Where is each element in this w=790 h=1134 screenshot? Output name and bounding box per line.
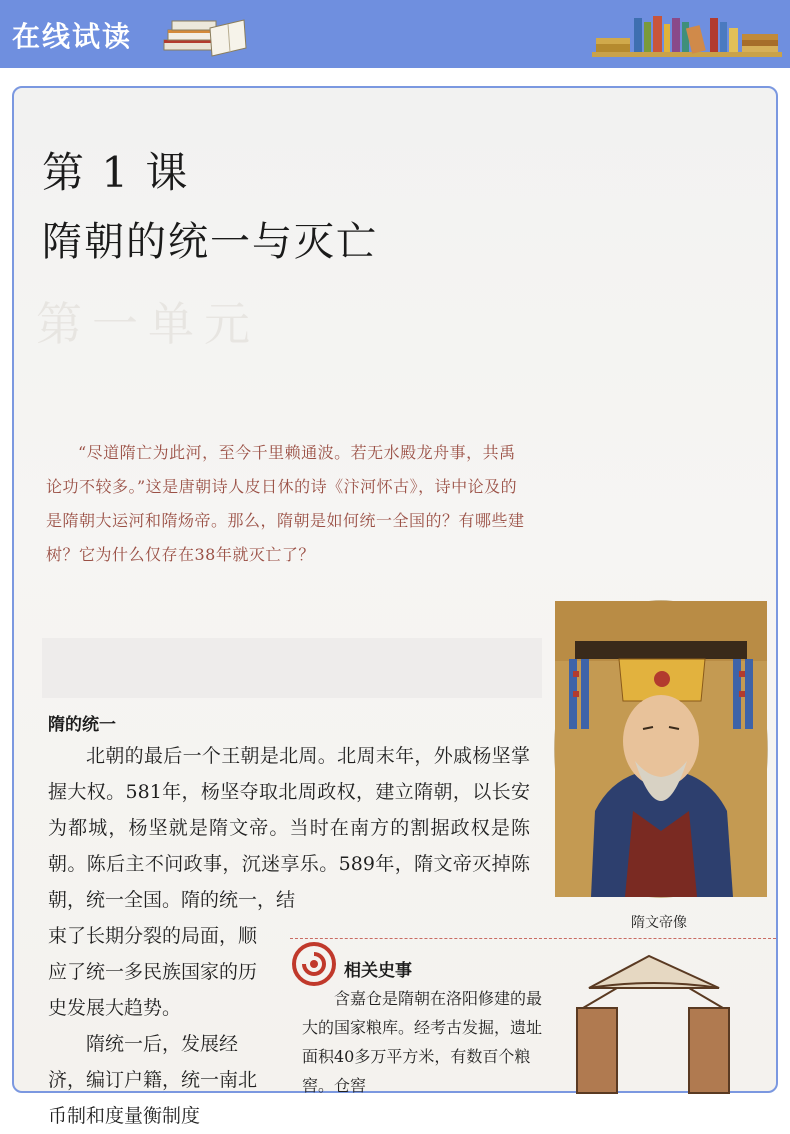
lesson-number: 第 1 课 <box>42 148 190 197</box>
bookshelf-icon <box>592 8 782 60</box>
related-text: 含嘉仓是隋朝在洛阳修建的最大的国家粮库。经考古发掘，遗址面积40多万平方米，有数百个粮窖。仓窖 <box>302 989 543 1095</box>
body-paragraph-2: 隋统一后，发展经济，编订户籍，统一南北币制和度量衡制度 <box>48 1033 258 1127</box>
swirl-icon <box>290 942 338 986</box>
header-bar <box>0 0 790 68</box>
portrait-caption: 隋文帝像 <box>631 915 687 931</box>
page-frame <box>12 86 778 1127</box>
header-title: 在线试读 <box>12 20 133 53</box>
watermark-text: 第一单元 <box>36 297 260 351</box>
intro-band <box>42 638 542 698</box>
books-icon <box>158 10 248 60</box>
lesson-title: 隋朝的统一与灭亡 <box>42 219 378 265</box>
intro-paragraph: “尽道隋亡为此河，至今千里赖通波。若无水殿龙舟事，共禹论功不较多。”这是唐朝诗人皮日休的诗《汴河怀古》，诗中论及的是隋朝大运河和隋炀帝。那么，隋朝是如何统一全国的？有哪些建树？它为什么仅存在38年就灭亡了？ <box>46 443 525 564</box>
related-divider <box>290 938 776 939</box>
emperor-portrait <box>554 600 768 898</box>
body-paragraph-1: 北朝的最后一个王朝是北周。北周末年，外戚杨坚掌握大权。581年，杨坚夺取北周政权，建立隋朝，以长安为都城，杨坚就是隋文帝。当时在南方的割据政权是陈朝。陈后主不问政事，沉迷享乐。589年，隋文帝灭掉陈朝，统一全国。隋的统一，结 <box>48 745 530 911</box>
body-paragraph-1-continued: 束了长期分裂的局面，顺应了统一多民族国家的历史发展大趋势。 <box>48 925 258 1019</box>
granary-illustration <box>569 948 759 1093</box>
body-narrow-column <box>48 918 274 1134</box>
section-heading: 隋的统一 <box>48 715 116 735</box>
related-title: 相关史事 <box>344 961 412 981</box>
